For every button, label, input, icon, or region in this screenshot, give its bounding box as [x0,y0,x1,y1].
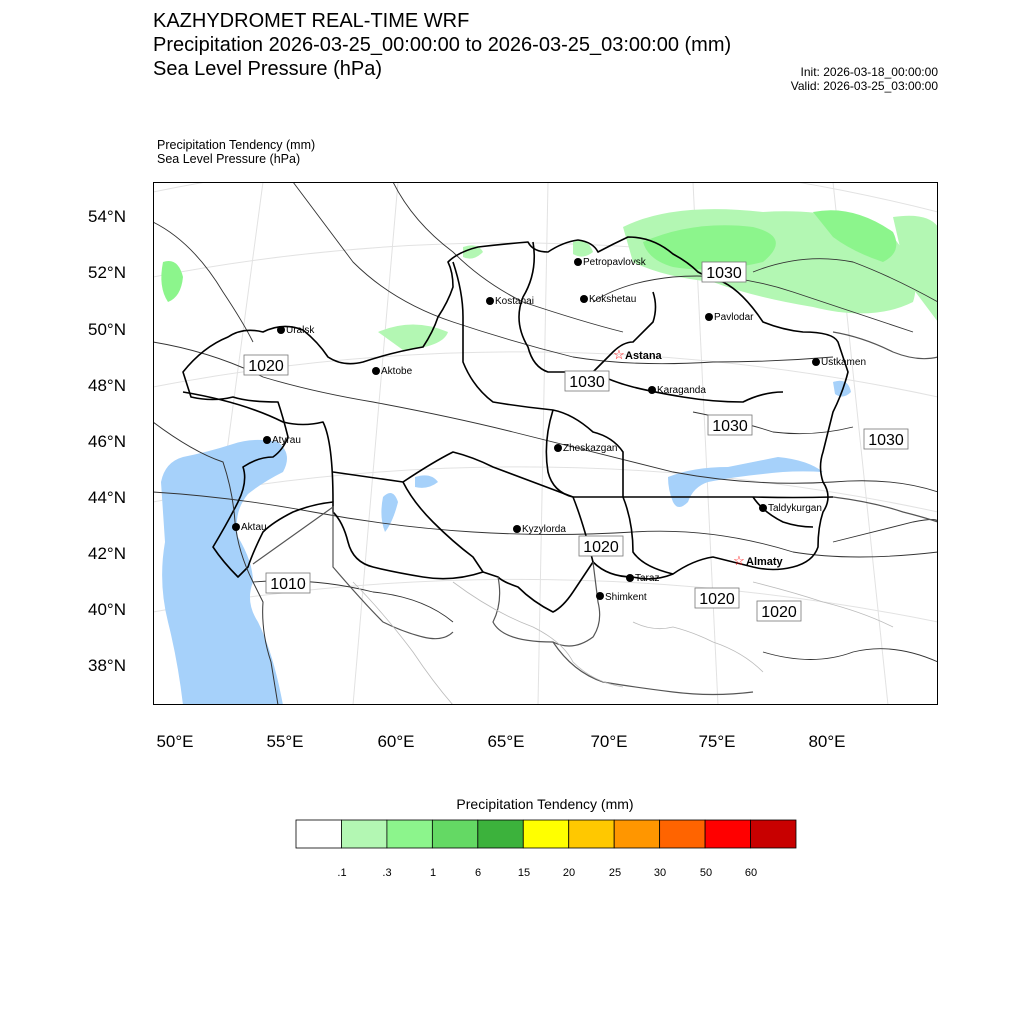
city-kokshetau [580,294,636,305]
isobar-label [702,262,746,282]
star-icon: ☆ [613,347,625,362]
legend-swatch [523,820,568,848]
lon-tick: 55°E [266,732,304,751]
lon-tick: 60°E [377,732,415,751]
isobar-label-text: 1030 [868,432,904,449]
city-zheskazgan [554,443,617,454]
lat-tick: 54°N [88,207,126,226]
precip-patch [161,261,183,302]
city-kostanai [486,296,534,307]
legend-swatch [341,820,386,848]
init-time: Init: 2026-03-18_00:00:00 [800,65,938,79]
city-taldykurgan [759,503,822,514]
city-label: Shimkent [605,592,647,603]
valid-time: Valid: 2026-03-25_03:00:00 [790,79,938,93]
precip-patch [378,325,448,351]
isobar-label-text: 1010 [270,576,306,593]
lon-tick: 50°E [156,732,194,751]
lake-balkhash [668,457,823,507]
city-label: Ustkamen [821,357,867,368]
field-label-slp: Sea Level Pressure (hPa) [157,152,301,166]
lat-tick: 52°N [88,263,126,282]
legend-tick: 15 [517,867,531,879]
aral-sea [381,493,398,532]
lon-tick: 75°E [698,732,736,751]
isobar-label-text: 1020 [699,591,735,608]
star-icon: ☆ [733,553,745,568]
legend-colorbar [295,819,797,849]
lat-tick: 40°N [88,600,126,619]
lake-zaysan [833,381,851,397]
lon-tick: 70°E [590,732,628,751]
city-label: Kokshetau [589,294,637,305]
legend-swatch [705,820,750,848]
city-karaganda [648,385,706,396]
legend-swatch [296,820,341,848]
city-aktau [232,522,267,533]
aral-sea-north [415,475,438,487]
city-markers [232,257,866,603]
legend-swatch [478,820,523,848]
legend-swatch [387,820,432,848]
caspian-sea [161,440,287,705]
isobar-label [757,601,801,621]
city-label: Zheskazgan [563,443,618,454]
lat-tick: 46°N [88,432,126,451]
city-label: Petropavlovsk [583,257,646,268]
lat-tick: 48°N [88,376,126,395]
legend-tick: 30 [653,867,667,879]
title-precip: Precipitation 2026-03-25_00:00:00 to 2026-03-25_03:00:00 (mm) [153,34,732,56]
legend-swatch [432,820,477,848]
isobar-label-text: 1020 [761,604,797,621]
lat-tick: 50°N [88,320,126,339]
field-label-precip: Precipitation Tendency (mm) [157,138,316,152]
legend-tick: .3 [382,867,392,879]
city-pavlodar [705,312,754,323]
city-astana [613,347,662,362]
city-label: Astana [625,350,662,362]
city-label: Kostanai [495,296,534,307]
lat-tick: 42°N [88,544,126,563]
internal-border [623,497,673,574]
city-petropavlovsk [574,257,647,268]
city-shimkent [596,592,647,603]
city-uralsk [277,325,315,336]
legend-swatch [660,820,705,848]
isobar-label-text: 1030 [712,418,748,435]
city-label: Uralsk [286,325,315,336]
legend-tick: 25 [608,867,622,879]
isobar-label [565,371,609,391]
title-main: KAZHYDROMET REAL-TIME WRF [153,10,470,32]
isobar-label [244,355,288,375]
lat-tick: 38°N [88,656,126,675]
title-slp: Sea Level Pressure (hPa) [153,58,383,80]
legend-swatch [614,820,659,848]
city-label: Pavlodar [714,312,754,323]
city-label: Taldykurgan [768,503,822,514]
isobar-label-text: 1020 [248,358,284,375]
isobar-label-text: 1030 [569,374,605,391]
isobar-label [864,429,908,449]
lat-tick: 44°N [88,488,126,507]
isobar-label-text: 1030 [706,265,742,282]
isobar-label [695,588,739,608]
isobar-label-group [244,262,908,621]
legend-tick: .1 [337,867,347,879]
city-kyzylorda [513,524,566,535]
legend-title: Precipitation Tendency (mm) [456,796,634,812]
legend-tick: 60 [744,867,758,879]
lon-tick: 80°E [808,732,846,751]
city-aktobe [372,366,413,377]
isobar-label-text: 1020 [583,539,619,556]
legend-tick: 20 [562,867,576,879]
city-label: Atyrau [272,435,301,446]
legend-swatch [751,820,796,848]
isobar-label [579,536,623,556]
legend-tick: 1 [429,867,437,879]
map-panel [153,182,938,705]
lon-tick: 65°E [487,732,525,751]
legend-tick: 6 [474,867,482,879]
legend-tick: 50 [699,867,713,879]
legend-swatch [569,820,614,848]
city-label: Taraz [635,573,660,584]
city-label: Aktobe [381,366,413,377]
city-ustkamen [812,357,866,368]
isobar-label [266,573,310,593]
city-almaty [733,553,783,568]
city-label: Almaty [746,556,783,568]
isobar-label [708,415,752,435]
city-label: Karaganda [657,385,706,396]
city-label: Kyzylorda [522,524,566,535]
city-label: Aktau [241,522,267,533]
